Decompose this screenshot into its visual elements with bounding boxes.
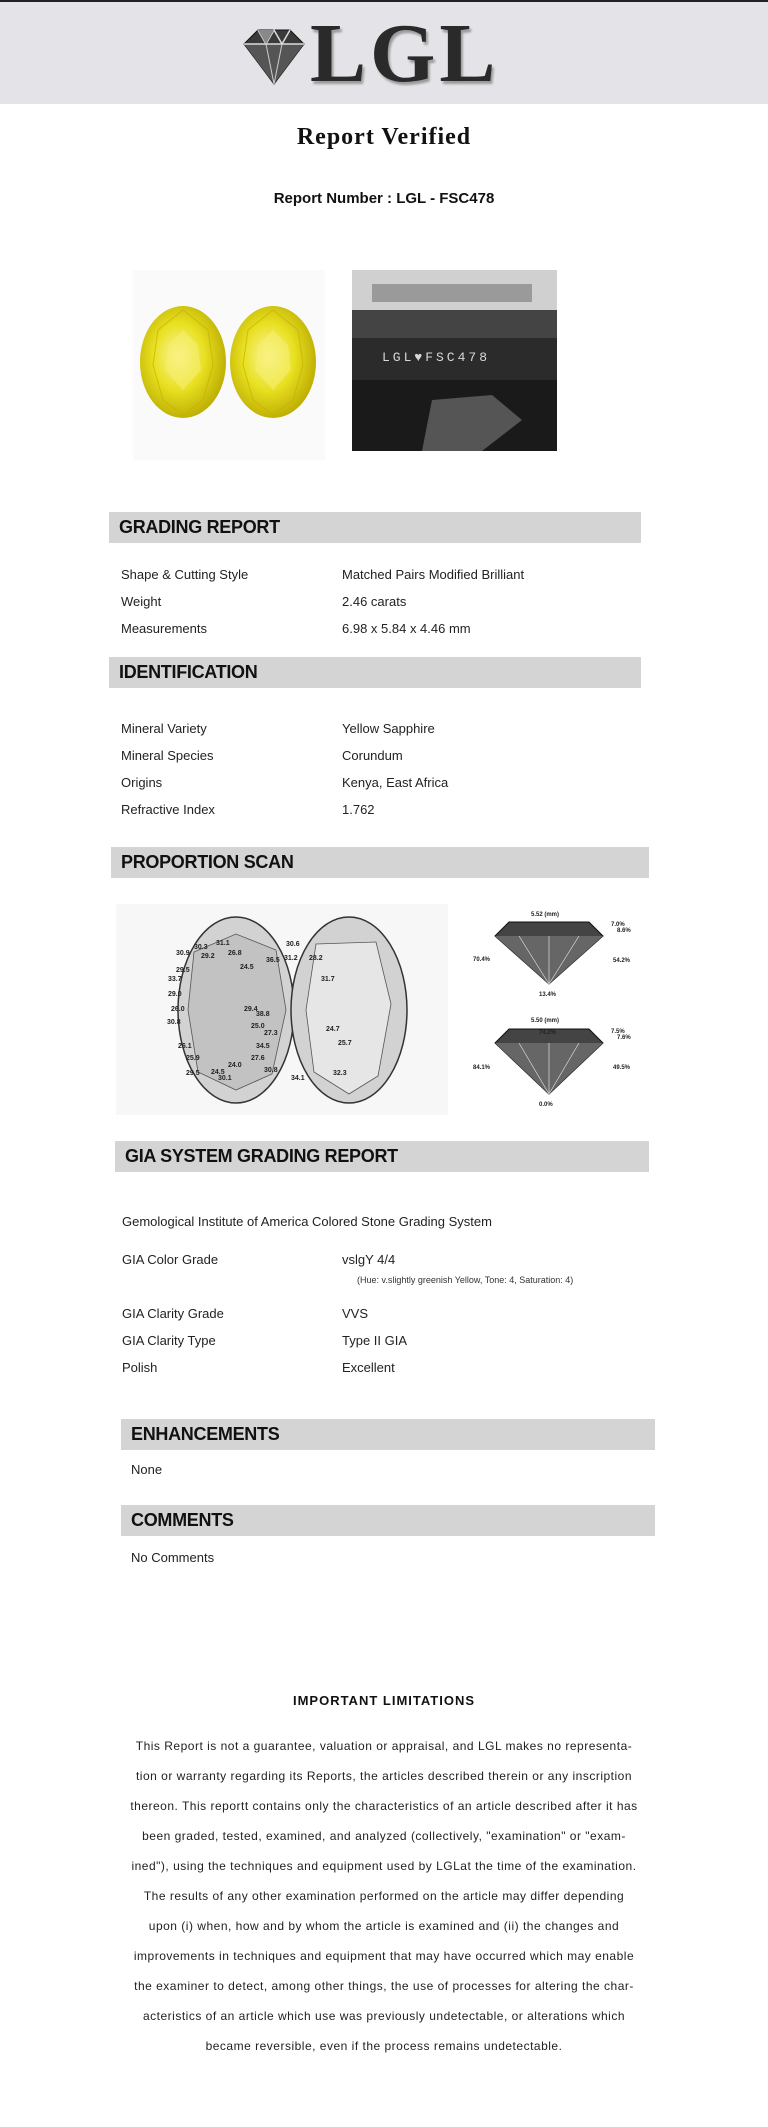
weight-value: 2.46 carats — [342, 594, 407, 609]
mineral-species-value: Corundum — [342, 748, 403, 763]
profile-measurement: 13.4% — [539, 992, 557, 998]
limitations-line: thereon. This reportt contains only the characteristics of an article described after it has — [130, 1799, 638, 1813]
profile-measurement: 70.4% — [473, 957, 491, 963]
face-up-diagram — [116, 904, 448, 1115]
left-gem — [140, 306, 226, 418]
comments-heading: COMMENTS — [121, 1505, 655, 1536]
gia-clarity-grade-value: VVS — [342, 1306, 369, 1321]
proportion-scan-heading: PROPORTION SCAN — [111, 847, 649, 878]
comments-text: No Comments — [131, 1550, 215, 1565]
grading-report-heading: GRADING REPORT — [109, 512, 641, 543]
identification-section — [109, 657, 641, 825]
limitations-line: The results of any other examination performed on the article may differ depending — [143, 1889, 625, 1903]
mineral-species-label: Mineral Species — [121, 748, 214, 763]
face-measurement: 29.4 — [244, 1006, 258, 1013]
gia-clarity-type-value: Type II GIA — [342, 1333, 408, 1348]
face-measurement: 24.7 — [326, 1026, 340, 1033]
face-measurement: 30.3 — [194, 944, 208, 951]
gia-grading-section — [115, 1141, 649, 1381]
face-measurement: 26.1 — [178, 1043, 192, 1050]
face-measurement: 24.5 — [240, 964, 254, 971]
gia-grading-heading: GIA SYSTEM GRADING REPORT — [115, 1141, 649, 1172]
enhancements-section — [121, 1419, 655, 1489]
laser-inscription: LGL♥FSC478 — [382, 350, 491, 365]
enhancements-text: None — [131, 1462, 163, 1477]
face-measurement: 38.8 — [256, 1011, 270, 1018]
logo-text: LGL — [310, 7, 500, 100]
mineral-variety-value: Yellow Sapphire — [342, 721, 435, 736]
polish-value: Excellent — [342, 1360, 395, 1375]
face-measurement: 31.2 — [284, 955, 298, 962]
profile-measurement: 5.50 (mm) — [531, 1018, 560, 1024]
face-measurement: 33.7 — [168, 976, 182, 983]
profile-measurement: 54.2% — [613, 958, 631, 964]
limitations-line: been graded, tested, examined, and analyzed (collectively, "examination" or "exam- — [142, 1829, 626, 1843]
face-measurement: 28.2 — [309, 955, 323, 962]
gia-color-label: GIA Color Grade — [122, 1252, 219, 1267]
gia-intro: Gemological Institute of America Colored Stone Grading System — [122, 1214, 492, 1229]
face-measurement: 27.3 — [264, 1030, 278, 1037]
report-number: Report Number : LGL - FSC478 — [273, 190, 495, 207]
limitations-line: tion or warranty regarding its Reports, the articles described therein or any inscription — [135, 1769, 633, 1783]
origins-label: Origins — [121, 775, 163, 790]
face-measurement: 27.6 — [251, 1055, 265, 1062]
profile-measurement: 0.0% — [539, 1102, 553, 1108]
face-measurement: 30.8 — [264, 1067, 278, 1074]
face-measurement: 29.5 — [186, 1070, 200, 1077]
face-measurement: 25.7 — [338, 1040, 352, 1047]
profile-top — [495, 922, 603, 984]
face-measurement: 30.6 — [286, 941, 300, 948]
shape-label: Shape & Cutting Style — [121, 567, 249, 582]
lgl-logo — [234, 7, 500, 100]
inscription-photo — [352, 270, 557, 451]
measurements-value: 6.98 x 5.84 x 4.46 mm — [342, 621, 471, 636]
face-measurement: 29.2 — [201, 953, 215, 960]
limitations-line: acteristics of an article which use was previously undetectable, or alterations which — [142, 2009, 626, 2023]
profile-measurement: 84.1% — [473, 1065, 491, 1071]
face-measurement: 25.9 — [186, 1055, 200, 1062]
face-measurement: 31.7 — [321, 976, 335, 983]
header-banner — [0, 0, 768, 104]
face-measurement: 34.1 — [291, 1075, 305, 1082]
right-gem — [230, 306, 316, 418]
face-measurement: 24.5 — [211, 1069, 225, 1076]
gia-clarity-type-label: GIA Clarity Type — [122, 1333, 216, 1348]
mineral-variety-label: Mineral Variety — [121, 721, 207, 736]
profile-measurement: 8.6% — [617, 928, 631, 934]
face-measurement: 34.5 — [256, 1043, 270, 1050]
page-title: Report Verified — [296, 124, 472, 150]
limitations-body — [120, 1731, 648, 2061]
diamond-icon — [234, 22, 314, 92]
limitations-heading: IMPORTANT LIMITATIONS — [292, 1693, 476, 1708]
identification-heading: IDENTIFICATION — [109, 657, 641, 688]
profile-measurement: 49.5% — [613, 1065, 631, 1071]
comments-section — [121, 1505, 655, 1585]
limitations-line: the examiner to detect, among other things, the use of processes for altering the char- — [134, 1979, 634, 1993]
limitations-line: upon (i) when, how and by whom the article is examined and (ii) the changes and — [148, 1919, 620, 1933]
profile-measurement: 5.52 (mm) — [531, 912, 560, 918]
face-measurement: 24.0 — [228, 1062, 242, 1069]
weight-label: Weight — [121, 594, 162, 609]
face-measurement: 26.0 — [171, 1006, 185, 1013]
limitations-line: ined"), using the techniques and equipment used by LGLat the time of the examination. — [131, 1859, 637, 1873]
face-measurement: 36.5 — [266, 957, 280, 964]
face-measurement: 29.0 — [168, 991, 182, 998]
gia-clarity-grade-label: GIA Clarity Grade — [122, 1306, 224, 1321]
grading-report-section — [109, 512, 641, 647]
face-measurement: 26.8 — [228, 950, 242, 957]
proportion-scan-section — [111, 847, 649, 1125]
profile-measurement: 7.6% — [617, 1035, 631, 1041]
measurements-label: Measurements — [121, 621, 207, 636]
limitations-line: This Report is not a guarantee, valuation or appraisal, and LGL makes no representa- — [135, 1739, 633, 1753]
gia-color-note: (Hue: v.slightly greenish Yellow, Tone: 4, Saturation: 4) — [357, 1275, 574, 1285]
gemstone-photo — [133, 270, 325, 460]
profile-measurement: 7.0% — [611, 922, 625, 928]
face-measurement: 30.1 — [218, 1075, 232, 1082]
limitations-line: improvements in techniques and equipment that may have occurred which may enable — [133, 1949, 635, 1963]
profile-bottom — [495, 1029, 603, 1094]
gia-color-value: vslgY 4/4 — [342, 1252, 396, 1267]
face-measurement: 31.1 — [216, 940, 230, 947]
face-measurement: 30.8 — [167, 1019, 181, 1026]
profile-measurement: 74.2% — [539, 1030, 557, 1036]
shape-value: Matched Pairs Modified Brilliant — [342, 567, 525, 582]
face-measurement: 29.5 — [176, 967, 190, 974]
enhancements-heading: ENHANCEMENTS — [121, 1419, 655, 1450]
profile-measurement: 7.5% — [611, 1029, 625, 1035]
face-measurement: 25.0 — [251, 1023, 265, 1030]
profile-diagram — [469, 904, 644, 1115]
refractive-index-value: 1.762 — [342, 802, 375, 817]
origins-value: Kenya, East Africa — [342, 775, 449, 790]
limitations-line: became reversible, even if the process remains undetectable. — [205, 2039, 563, 2053]
refractive-index-label: Refractive Index — [121, 802, 215, 817]
polish-label: Polish — [122, 1360, 158, 1375]
face-measurement: 32.3 — [333, 1070, 347, 1077]
face-measurement: 30.9 — [176, 950, 190, 957]
